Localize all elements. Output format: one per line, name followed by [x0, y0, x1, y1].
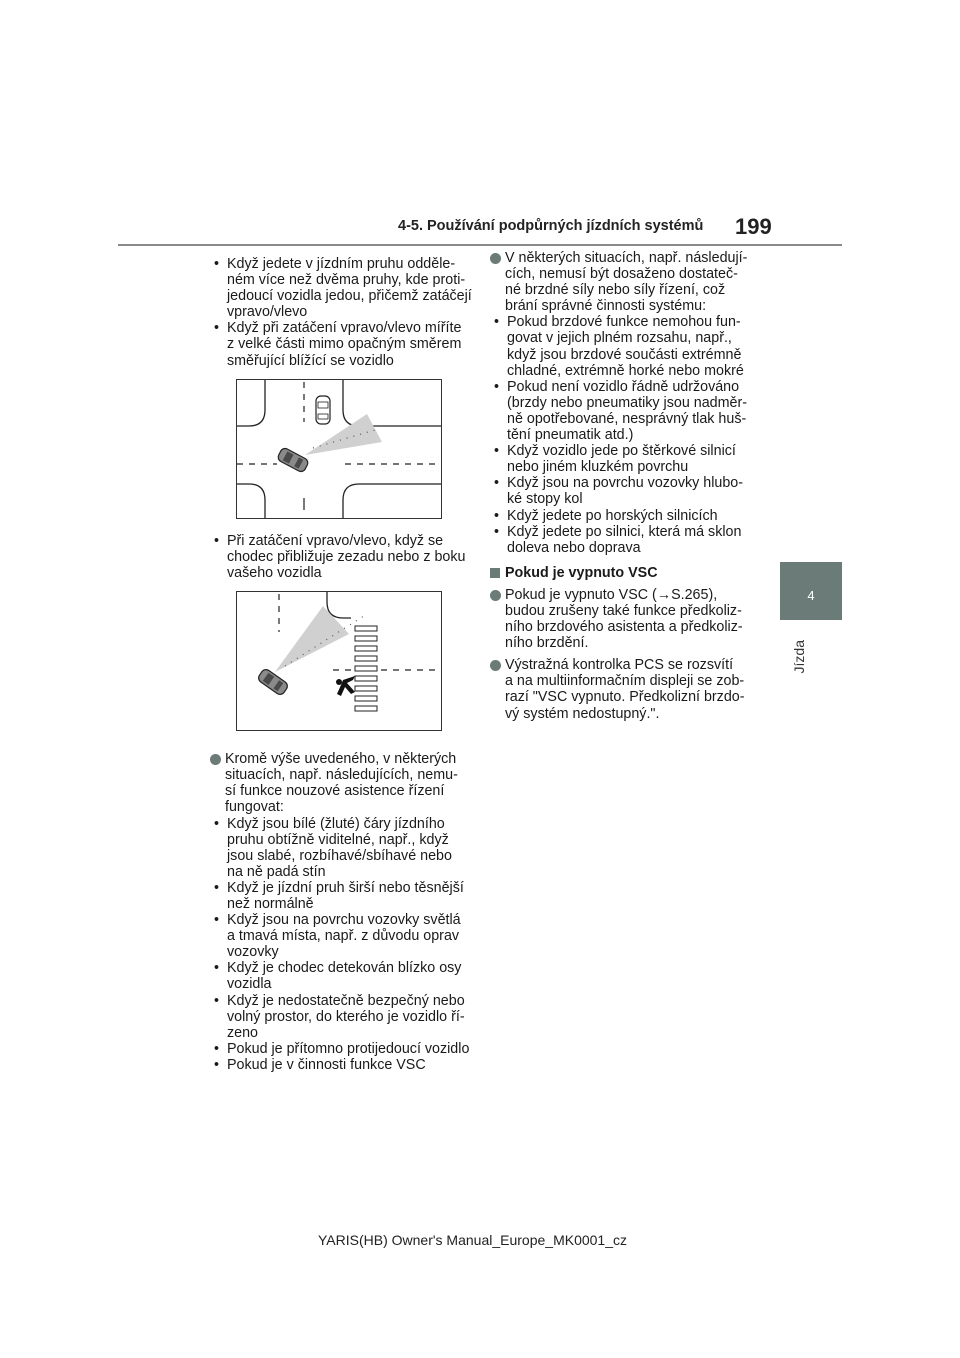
bullet-dot-icon: •: [214, 815, 220, 832]
footer-text: YARIS(HB) Owner's Manual_Europe_MK0001_cz: [318, 1232, 627, 1248]
crosswalk: [355, 626, 377, 711]
figure-pedestrian: [236, 591, 442, 731]
circle-note: [210, 751, 478, 815]
figure-oncoming-vehicle: [236, 379, 442, 519]
list-item: [210, 880, 478, 912]
bullet-dot-icon: •: [214, 1056, 220, 1073]
section-title: 4-5. Používání podpůrných jízdních systémů: [398, 218, 704, 234]
bullet-dot-icon: •: [494, 475, 500, 492]
road-curb: [343, 484, 441, 518]
bullet-dot-icon: •: [494, 523, 500, 540]
list-item: [210, 912, 478, 960]
list-item: [210, 533, 478, 581]
bullet-dot-icon: •: [214, 532, 220, 549]
list-item: [210, 816, 478, 880]
chapter-number: 4: [807, 588, 815, 603]
circle-note: [490, 657, 766, 721]
list-item: [210, 320, 478, 368]
bullet-dot-icon: •: [214, 256, 220, 272]
left-column: [210, 256, 478, 1073]
bullet-dot-icon: •: [214, 912, 220, 929]
circle-note-text: Pokud je vypnuto VSC (→S.265), budou zrušeny také funkce předkoliz- ního brzdového asistenta a předkoliz- ního brzdění.: [505, 586, 743, 652]
list-item-text: Pokud je přítomno protijedoucí vozidlo: [227, 1040, 470, 1057]
own-vehicle: [276, 446, 309, 472]
bullet-list: [490, 314, 766, 555]
oncoming-vehicle: [316, 396, 330, 424]
list-item: [210, 256, 478, 320]
road-curb: [327, 592, 351, 618]
circle-note-text: Výstražná kontrolka PCS se rozsvítí a na multiinformačním displeji se zob- razí "VSC vypnuto. Předkolizní brzdo- vý systém nedostupný.".: [505, 657, 745, 722]
list-item: [210, 993, 478, 1041]
heading-text: Pokud je vypnuto VSC: [505, 564, 658, 581]
circle-note: [490, 587, 766, 651]
bullet-dot-icon: •: [494, 507, 500, 524]
own-vehicle: [257, 668, 290, 697]
list-item-text: Když jsou bílé (žluté) čáry jízdního pruhu obtížně viditelné, např., když jsou slabé, rozbíhavé/sbíhavé nebo na ně padá stín: [227, 815, 452, 880]
list-item: [210, 1057, 478, 1073]
bullet-dot-icon: •: [214, 960, 220, 977]
detection-area: [275, 606, 349, 672]
bullet-list-top: [210, 256, 478, 369]
bullet-dot-icon: •: [494, 314, 500, 331]
circle-bullet-icon: [490, 253, 501, 264]
circle-bullet-icon: [210, 754, 221, 765]
bullet-dot-icon: •: [214, 1040, 220, 1057]
list-item-text: Když vozidlo jede po štěrkové silnicí nebo jiném kluzkém povrchu: [507, 443, 736, 476]
list-item-text: Když jedete po horských silnicích: [507, 507, 718, 524]
road-curb: [237, 484, 265, 518]
section-heading: [490, 565, 766, 581]
list-item: [490, 314, 766, 378]
bullet-dot-icon: •: [494, 378, 500, 395]
chapter-label: Jízda: [791, 640, 807, 674]
list-item-text: Když jedete v jízdním pruhu odděle- ném více než dvěma pruhy, kde proti- jedoucí vozidla jedou, přičemž zatáčejí vpravo/vlevo: [227, 256, 472, 321]
list-item-text: Když při zatáčení vpravo/vlevo míříte z velké části mimo opačným směrem směřující blížící se vozidlo: [227, 320, 462, 369]
list-item-text: Pokud brzdové funkce nemohou fun- govat v jejich plném rozsahu, např., když jsou brzdové součásti extrémně chladné, extrémně horké nebo mokré: [507, 314, 744, 379]
circle-bullet-icon: [490, 660, 501, 671]
list-item-text: Když je chodec detekován blízko osy vozidla: [227, 960, 462, 993]
bullet-dot-icon: •: [214, 320, 220, 337]
circle-note: [490, 250, 766, 314]
header-rule: [118, 244, 842, 246]
list-item: [490, 475, 766, 507]
bullet-list-middle: [210, 533, 478, 581]
bullet-dot-icon: •: [494, 443, 500, 460]
list-item: [490, 524, 766, 556]
list-item-text: Pokud je v činnosti funkce VSC: [227, 1056, 426, 1073]
road-curb: [343, 380, 441, 426]
chapter-tab[interactable]: [780, 562, 842, 620]
square-bullet-icon: [490, 568, 500, 578]
page-number: 199: [735, 214, 772, 239]
list-item: [490, 508, 766, 524]
circle-bullet-icon: [490, 590, 501, 601]
pedestrian-icon: [336, 676, 355, 696]
circle-note-text: V některých situacích, např. následují- cích, nemusí být dosaženo dostateč- né brzdné síly nebo síly řízení, což brání správné činnosti systému:: [505, 250, 748, 315]
list-item-text: Když jsou na povrchu vozovky hlubo- ké stopy kol: [507, 475, 744, 508]
list-item-text: Když je nedostatečně bezpečný nebo volný prostor, do kterého je vozidlo ří- zeno: [227, 992, 465, 1041]
list-item-text: Když jedete po silnici, která má sklon doleva nebo doprava: [507, 523, 742, 556]
bullet-dot-icon: •: [214, 992, 220, 1009]
list-item: [490, 443, 766, 475]
list-item: [210, 960, 478, 992]
circle-note-text: Kromě výše uvedeného, v některých situacích, např. následujících, nemu- sí funkce nouzové asistence řízení fungovat:: [225, 751, 458, 816]
right-column: [490, 250, 766, 722]
list-item-text: Při zatáčení vpravo/vlevo, když se chodec přibližuje zezadu nebo z boku vašeho vozidla: [227, 532, 466, 581]
list-item-text: Když je jízdní pruh širší nebo těsnější než normálně: [227, 879, 464, 912]
road-curb: [237, 380, 265, 426]
list-item-text: Pokud není vozidlo řádně udržováno (brzdy nebo pneumatiky jsou nadměr- ně opotřebované, nesprávný tlak huš- tění pneumatik atd.): [507, 378, 747, 444]
list-item: [490, 379, 766, 443]
bullet-dot-icon: •: [214, 879, 220, 896]
list-item: [210, 1041, 478, 1057]
bullet-list-bottom: [210, 816, 478, 1074]
list-item-text: Když jsou na povrchu vozovky světlá a tmavá místa, např. z důvodu oprav vozovky: [227, 912, 461, 961]
